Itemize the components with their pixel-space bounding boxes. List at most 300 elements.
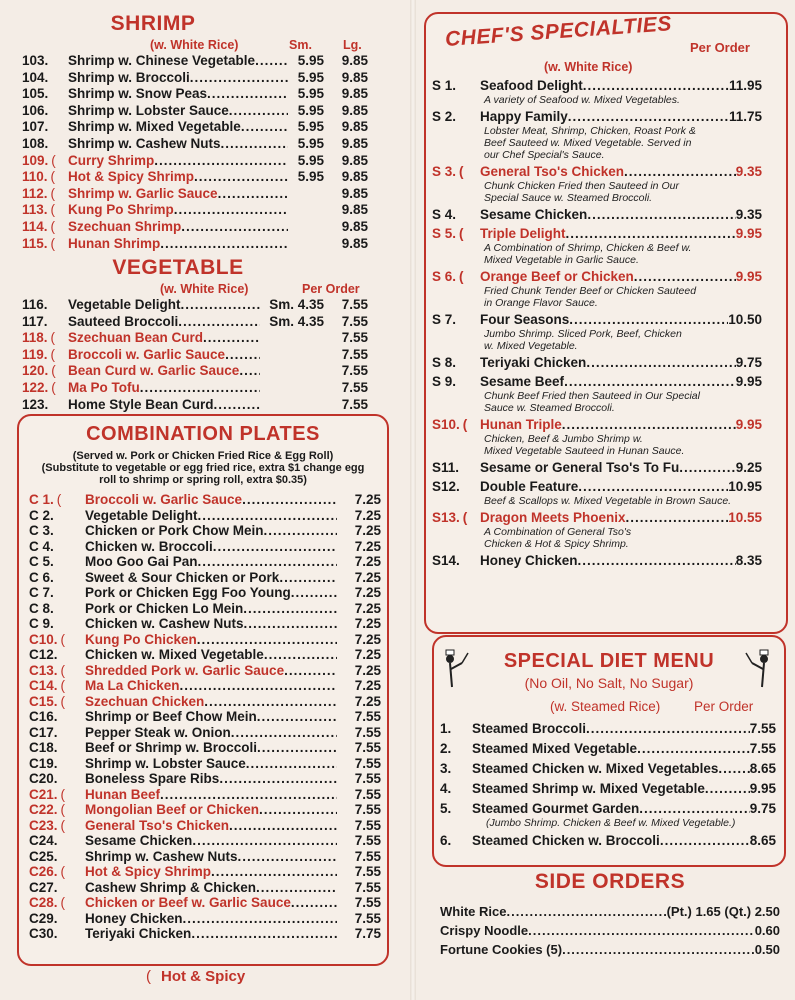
hot-mark-icon: ( — [50, 202, 56, 218]
hot-mark-icon: ( — [60, 693, 66, 709]
item-number-text: C27. — [29, 879, 58, 895]
item-number — [29, 911, 85, 927]
item-number — [22, 236, 68, 253]
item-name: Shrimp w. Cashew Nuts — [68, 135, 221, 151]
vegetable-col: Per Order — [302, 282, 360, 296]
item-description: Lobster Meat, Shrimp, Chicken, Roast Pork & — [484, 125, 696, 137]
chef-item — [432, 479, 762, 507]
combo-title: COMBINATION PLATES — [86, 423, 320, 445]
item-price: 8.65 — [749, 833, 776, 848]
menu-item — [22, 86, 368, 103]
item-description: Beef & Scallops w. Mixed Vegetable in Brown Sauce. — [484, 495, 732, 507]
item-price: 11.95 — [728, 78, 762, 93]
item-number — [29, 849, 85, 865]
chef-item-row — [432, 460, 762, 476]
item-price: 7.55 — [354, 786, 381, 802]
vegetable-subtitle: (w. White Rice) — [160, 282, 249, 296]
leader-dots — [204, 694, 337, 710]
item-number-text: 103. — [22, 53, 49, 68]
item-number — [22, 119, 68, 136]
item-name: Chicken w. Mixed Vegetable — [85, 647, 264, 662]
item-price: 7.55 — [354, 740, 381, 755]
leader-dots — [639, 801, 749, 817]
item-number — [29, 694, 85, 710]
item-price: 7.55 — [354, 755, 381, 771]
leader-dots — [626, 510, 729, 526]
item-price-small: 5.95 — [297, 86, 324, 102]
item-price: 7.55 — [354, 910, 381, 926]
item-price-large: 9.85 — [341, 185, 368, 201]
hot-mark-icon: ( — [60, 817, 66, 833]
item-price-small: 5.95 — [297, 135, 324, 151]
item-number — [29, 570, 85, 586]
vegetable-title: VEGETABLE — [112, 256, 244, 279]
item-name: Dragon Meets Phoenix — [480, 510, 626, 525]
item-number — [22, 86, 68, 103]
hot-mark-icon: ( — [50, 218, 56, 234]
diet-item-row — [440, 801, 776, 817]
item-number-text: C29. — [29, 910, 58, 926]
leader-dots — [566, 226, 736, 242]
shrimp-section — [18, 8, 388, 256]
item-price: 7.25 — [354, 585, 381, 600]
combo-item — [29, 740, 381, 756]
item-description: Mixed Vegetable in Garlic Sauce. — [484, 254, 639, 266]
leader-dots — [194, 169, 288, 186]
item-number — [29, 818, 85, 834]
item-name: Honey Chicken — [480, 553, 578, 568]
shrimp-list — [22, 53, 368, 252]
leader-dots — [264, 647, 337, 663]
item-name: Fortune Cookies (5) — [440, 942, 563, 957]
diet-col: Per Order — [694, 699, 754, 714]
item-number-text: 110. — [22, 169, 48, 185]
leader-dots — [569, 312, 728, 328]
chef-item-row — [432, 510, 762, 526]
item-name: Shrimp w. Mixed Vegetable — [68, 119, 241, 135]
leader-dots — [241, 119, 288, 136]
item-number-text: S14. — [432, 553, 460, 568]
item-price: 7.25 — [354, 631, 381, 647]
combo-item — [29, 554, 381, 570]
item-number — [29, 616, 85, 632]
sides-title: SIDE ORDERS — [534, 870, 686, 893]
item-price-small: 5.95 — [297, 169, 324, 185]
item-price: 9.95 — [749, 781, 776, 796]
leader-dots — [256, 880, 337, 896]
item-number-text: S 6. — [432, 269, 457, 284]
item-price: 8.35 — [735, 553, 762, 568]
item-number — [22, 380, 68, 397]
item-number — [22, 70, 68, 87]
item-name: Ma La Chicken — [85, 678, 180, 693]
item-number — [29, 740, 85, 756]
item-description: Jumbo Shrimp. Sliced Pork, Beef, Chicken — [484, 328, 682, 340]
item-name: Bean Curd w. Garlic Sauce — [68, 363, 240, 379]
combo-item — [29, 725, 381, 741]
item-description: Fried Chunk Tender Beef or Chicken Sauteed — [484, 285, 697, 297]
item-number — [29, 833, 85, 849]
item-name: Vegetable Delight — [85, 507, 198, 523]
item-name: Broccoli w. Garlic Sauce — [68, 346, 226, 362]
item-price: 8.65 — [749, 761, 776, 776]
item-number-text: 108. — [22, 135, 49, 151]
item-name: Steamed Chicken w. Broccoli — [472, 833, 660, 848]
menu-item — [22, 397, 368, 414]
left-column — [18, 8, 388, 416]
item-description: in Orange Flavor Sauce. — [484, 297, 598, 309]
item-price-large: 9.85 — [341, 169, 368, 185]
item-number — [29, 523, 85, 539]
combo-item — [29, 663, 381, 679]
item-price: 7.25 — [354, 492, 381, 507]
item-price-large: 9.85 — [341, 69, 368, 85]
leader-dots — [211, 864, 337, 880]
item-number-text: 115. — [22, 235, 48, 251]
item-name: Steamed Shrimp w. Mixed Vegetable — [472, 781, 705, 796]
item-price-large: 7.55 — [341, 297, 368, 312]
item-name: General Tso's Chicken — [480, 164, 625, 179]
leader-dots — [198, 554, 337, 570]
menu-item — [22, 314, 368, 331]
item-price-small: Sm. 4.35 — [269, 313, 324, 329]
item-number — [29, 771, 85, 787]
item-price-large: 9.85 — [341, 235, 368, 251]
item-number-text: S12. — [432, 479, 460, 494]
item-number — [22, 186, 68, 203]
item-price: 9.35 — [735, 164, 762, 179]
leader-dots — [213, 539, 337, 555]
item-number — [22, 297, 68, 314]
sides-list — [440, 902, 780, 959]
leader-dots — [568, 109, 729, 125]
item-number — [29, 725, 85, 741]
leader-dots — [183, 911, 337, 927]
item-name: Steamed Chicken w. Mixed Vegetables — [472, 761, 719, 776]
leader-dots — [255, 53, 288, 70]
item-number-text: 113. — [22, 202, 48, 218]
item-price: 7.25 — [354, 569, 381, 585]
leader-dots — [238, 849, 337, 865]
chef-item — [432, 510, 762, 550]
item-number — [29, 632, 85, 648]
item-price: 7.25 — [354, 616, 381, 631]
item-number-text: 104. — [22, 69, 49, 85]
hot-mark-icon: ( — [60, 786, 66, 802]
item-name: Seafood Delight — [480, 78, 583, 93]
item-name: Curry Shrimp — [68, 152, 155, 168]
item-name: Sauteed Broccoli — [68, 313, 179, 329]
chef-item — [432, 374, 762, 414]
item-number-text: 106. — [22, 102, 49, 118]
item-number-text: C 8. — [29, 600, 54, 616]
diet-item — [440, 721, 776, 737]
menu-item — [22, 380, 368, 397]
item-name: Sesame Beef — [480, 374, 565, 389]
hot-mark-icon: ( — [60, 631, 66, 647]
item-name: Hot & Spicy Shrimp — [68, 169, 195, 185]
leader-dots — [214, 397, 260, 414]
item-number-text: C23. — [29, 817, 58, 833]
item-number — [29, 926, 85, 942]
item-number — [432, 164, 480, 180]
diet-item — [440, 801, 776, 829]
item-price-large: 7.55 — [341, 363, 368, 379]
leader-dots — [181, 297, 260, 314]
hot-mark-icon: ( — [462, 417, 468, 432]
chef-item-row — [432, 417, 762, 433]
leader-dots — [257, 709, 337, 725]
combo-item — [29, 864, 381, 880]
hot-mark-icon: ( — [51, 152, 56, 168]
leader-dots — [203, 330, 260, 347]
item-number — [432, 207, 480, 223]
chef-list — [432, 78, 762, 572]
item-description: Chicken & Hot & Spicy Shrimp. — [484, 538, 629, 550]
leader-dots — [624, 164, 736, 180]
hot-mark-icon: ( — [60, 864, 66, 879]
item-number-text: C20. — [29, 771, 58, 786]
item-name: Hot & Spicy Shrimp — [85, 864, 212, 879]
item-number-text: C28. — [29, 895, 58, 910]
combo-item — [29, 616, 381, 632]
leader-dots — [291, 895, 337, 911]
page-fold — [410, 0, 416, 1000]
item-name: Teriyaki Chicken — [85, 926, 192, 941]
item-number — [22, 153, 68, 170]
leader-dots — [259, 802, 337, 818]
item-name: Steamed Gourmet Garden — [472, 801, 640, 816]
leader-dots — [284, 663, 337, 679]
item-price: 7.25 — [354, 678, 381, 693]
item-name: Sesame or General Tso's To Fu — [480, 460, 680, 475]
vegetable-list — [22, 297, 368, 413]
diet-item — [440, 781, 776, 797]
item-price-large: 9.85 — [341, 202, 368, 218]
leader-dots — [244, 616, 337, 632]
hot-mark-icon: ( — [462, 510, 468, 525]
leader-dots — [679, 460, 735, 476]
item-name: Broccoli w. Garlic Sauce — [85, 492, 243, 507]
hot-legend-label: Hot & Spicy — [161, 968, 246, 985]
item-number-text: 114. — [22, 218, 48, 234]
item-number — [29, 787, 85, 803]
item-price-large: 7.55 — [341, 330, 368, 346]
item-price-small: 5.95 — [297, 102, 324, 118]
item-name: Cashew Shrimp & Chicken — [85, 879, 257, 895]
item-name: Orange Beef or Chicken — [480, 269, 634, 284]
item-name: Shrimp w. Snow Peas — [68, 86, 208, 102]
item-number — [22, 136, 68, 153]
hot-mark-icon: ( — [60, 678, 66, 693]
menu-item — [22, 103, 368, 120]
hot-mark-icon: ( — [51, 379, 56, 395]
item-name: Pork or Chicken Egg Foo Young — [85, 585, 291, 600]
chef-item-row — [432, 207, 762, 223]
item-name: Hunan Shrimp — [68, 235, 161, 251]
item-price-small: Sm. 4.35 — [269, 297, 324, 312]
item-price: 0.60 — [754, 923, 780, 938]
leader-dots — [578, 553, 736, 569]
item-price-small: 5.95 — [297, 152, 324, 168]
leader-dots — [586, 721, 750, 737]
leader-dots — [291, 585, 337, 601]
leader-dots — [178, 314, 260, 331]
chef-item-row — [432, 553, 762, 569]
item-number-text: 119. — [22, 346, 48, 362]
leader-dots — [225, 347, 260, 364]
item-number: 1. — [440, 721, 452, 736]
hot-mark-icon: ( — [51, 363, 56, 379]
item-number-text: C19. — [29, 755, 58, 771]
chef-item-row — [432, 479, 762, 495]
item-number-text: S 8. — [432, 355, 457, 370]
diet-item — [440, 833, 776, 849]
hot-mark-icon: ( — [60, 802, 66, 817]
item-number-text: S10. — [432, 417, 460, 432]
item-number-text: S 9. — [432, 374, 457, 389]
item-price: 7.25 — [354, 600, 381, 616]
item-price: 9.95 — [735, 269, 762, 284]
leader-dots — [191, 926, 337, 942]
menu-item — [22, 330, 368, 347]
hot-mark-icon: ( — [50, 185, 56, 201]
chef-col: Per Order — [690, 40, 750, 55]
combo-list — [29, 492, 381, 942]
item-number — [29, 756, 85, 772]
chef-figure-right-icon — [742, 647, 776, 691]
item-number-text: C13. — [29, 662, 58, 678]
combo-item — [29, 585, 381, 601]
item-price-large: 9.85 — [341, 53, 368, 68]
item-name: Steamed Mixed Vegetable — [472, 741, 638, 756]
menu-item — [22, 169, 368, 186]
combo-item — [29, 756, 381, 772]
menu-item — [22, 53, 368, 70]
item-price: 10.95 — [728, 479, 762, 494]
shrimp-col-sm: Sm. — [289, 38, 312, 52]
item-number — [432, 460, 480, 476]
hot-mark-icon: ( — [146, 968, 151, 985]
item-number: 6. — [440, 833, 452, 848]
leader-dots — [718, 761, 749, 777]
item-number-text: C 3. — [29, 523, 54, 538]
chef-item-row — [432, 226, 762, 242]
item-description: Beef Sauteed w. Mixed Vegetable. Served in — [484, 137, 692, 149]
chef-item-row — [432, 312, 762, 328]
item-description: Special Sauce w. Steamed Broccoli. — [484, 192, 653, 204]
leader-dots — [198, 508, 337, 524]
leader-dots — [190, 70, 288, 87]
item-number-text: C14. — [29, 678, 58, 693]
item-name: Pork or Chicken Lo Mein — [85, 600, 244, 616]
item-number — [29, 492, 85, 508]
combo-item — [29, 787, 381, 803]
menu-item — [22, 186, 368, 203]
leader-dots — [180, 678, 337, 694]
item-number — [29, 601, 85, 617]
menu-item — [22, 347, 368, 364]
leader-dots — [229, 818, 337, 834]
item-name: Mongolian Beef or Chicken — [85, 802, 260, 817]
side-orders-section — [440, 870, 780, 959]
item-number-text: C30. — [29, 926, 58, 941]
diet-item-row — [440, 741, 776, 757]
item-number-text: C 7. — [29, 585, 54, 600]
shrimp-title: SHRIMP — [110, 12, 196, 35]
item-number-text: C 6. — [29, 569, 54, 585]
diet-item-row — [440, 781, 776, 797]
item-price: 0.50 — [754, 942, 780, 957]
item-price: 7.25 — [354, 507, 381, 523]
combo-note-3: roll to shrimp or spring roll, extra $0.35) — [99, 474, 307, 486]
item-number — [432, 78, 480, 94]
chef-figure-left-icon — [440, 647, 474, 691]
item-price-large: 7.55 — [341, 346, 368, 362]
item-price: 7.55 — [354, 724, 381, 740]
hot-mark-icon: ( — [50, 346, 56, 362]
item-number-text: S 4. — [432, 207, 457, 222]
chef-item — [432, 207, 762, 223]
item-price: 9.25 — [735, 460, 762, 475]
item-price-large: 9.85 — [341, 218, 368, 234]
special-diet-box — [432, 635, 786, 867]
leader-dots — [637, 741, 750, 757]
leader-dots — [229, 103, 288, 120]
item-number-text: C 2. — [29, 507, 54, 523]
leader-dots — [231, 725, 337, 741]
item-price: 7.55 — [749, 721, 776, 736]
item-number — [22, 363, 68, 380]
item-number — [29, 678, 85, 694]
item-number — [22, 169, 68, 186]
item-price-small: 5.95 — [297, 69, 324, 85]
hot-mark-icon: ( — [56, 492, 62, 507]
leader-dots — [174, 202, 288, 219]
item-name: General Tso's Chicken — [85, 817, 230, 833]
leader-dots — [528, 921, 755, 940]
leader-dots — [243, 601, 337, 617]
leader-dots — [197, 632, 337, 648]
item-name: Shrimp w. Chinese Vegetable — [68, 53, 256, 68]
item-number — [29, 663, 85, 679]
item-number — [22, 314, 68, 331]
item-description: w. Mixed Vegetable. — [484, 340, 578, 352]
item-name: Ma Po Tofu — [68, 379, 140, 395]
item-name: Moo Goo Gai Pan — [85, 554, 198, 569]
chef-item — [432, 269, 762, 309]
item-number-text: 122. — [22, 379, 49, 395]
vegetable-section — [18, 256, 388, 416]
item-description: Chunk Beef Fried then Sauteed in Our Special — [484, 390, 700, 402]
item-number-text: C 9. — [29, 616, 54, 631]
item-name: Sweet & Sour Chicken or Pork — [85, 569, 280, 585]
leader-dots — [586, 355, 735, 371]
item-name: Teriyaki Chicken — [480, 355, 587, 370]
item-price: 7.25 — [354, 693, 381, 709]
menu-item — [22, 202, 368, 219]
item-number: 3. — [440, 761, 452, 776]
combo-item — [29, 570, 381, 586]
item-price: 9.95 — [735, 374, 762, 389]
item-number-text: C18. — [29, 740, 58, 755]
item-price: 9.95 — [735, 417, 762, 432]
combo-item — [29, 926, 381, 942]
item-number — [22, 53, 68, 70]
diet-item — [440, 741, 776, 757]
item-number-text: C12. — [29, 647, 58, 662]
leader-dots — [207, 86, 288, 103]
